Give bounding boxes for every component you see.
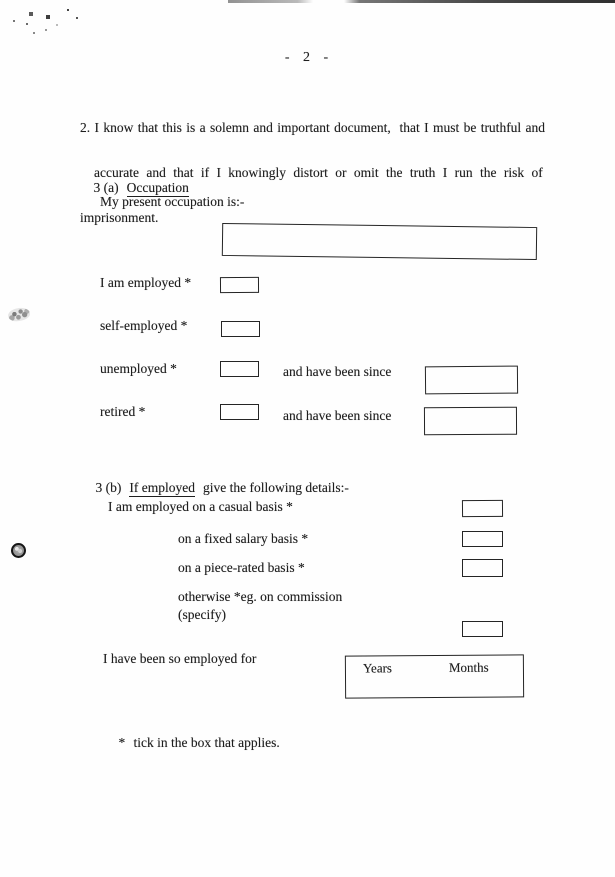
unemployed-label: unemployed * xyxy=(100,361,177,376)
duration-prompt: I have been so employed for xyxy=(103,651,257,666)
otherwise-checkbox[interactable] xyxy=(462,621,503,637)
section-3a-title: Occupation xyxy=(126,180,189,195)
piece-rated-label: on a piece-rated basis * xyxy=(178,560,305,575)
footnote-asterisk: * xyxy=(118,735,126,750)
section-3b-number: 3 (b) xyxy=(95,480,122,495)
unemployed-checkbox[interactable] xyxy=(220,361,259,377)
clause-2-line-1: 2. I know that this is a solemn and important document, that I must be truthful and xyxy=(80,120,546,135)
footnote-text: tick in the box that applies. xyxy=(133,735,280,750)
unemployed-since-label: and have been since xyxy=(283,364,392,379)
employed-label: I am employed * xyxy=(100,275,192,290)
occupation-input-box[interactable] xyxy=(222,223,537,260)
duration-years-months-box[interactable] xyxy=(345,654,524,698)
otherwise-specify-label: (specify) xyxy=(178,607,226,622)
self-employed-label: self-employed * xyxy=(100,318,188,333)
clause-2-line-2: accurate and that if I knowingly distort or omit the truth I run the risk of xyxy=(94,165,543,180)
fixed-salary-label: on a fixed salary basis * xyxy=(178,531,309,546)
page-number: - 2 - xyxy=(284,50,331,65)
occupation-prompt: My present occupation is:- xyxy=(100,194,245,209)
hole-punch-mark xyxy=(11,543,26,558)
retired-label: retired * xyxy=(100,404,146,419)
employed-checkbox[interactable] xyxy=(220,277,259,293)
piece-rated-checkbox[interactable] xyxy=(462,559,503,577)
self-employed-checkbox[interactable] xyxy=(221,321,260,337)
fixed-salary-checkbox[interactable] xyxy=(462,531,503,547)
section-3b-title: If employed xyxy=(129,480,195,495)
unemployed-since-date-box[interactable] xyxy=(425,366,518,395)
duration-months-header: Months xyxy=(448,659,489,675)
otherwise-label: otherwise *eg. on commission xyxy=(178,589,343,604)
clause-2-line-3: imprisonment. xyxy=(80,210,159,225)
ink-smudge-artifact xyxy=(7,306,31,323)
speckle-artifact xyxy=(0,0,2,2)
retired-since-date-box[interactable] xyxy=(424,407,517,435)
section-3a-number: 3 (a) xyxy=(93,180,119,195)
duration-years-header: Years xyxy=(362,660,393,676)
retired-checkbox[interactable] xyxy=(220,404,259,420)
casual-basis-label: I am employed on a casual basis * xyxy=(108,499,293,514)
footnote xyxy=(105,720,280,765)
scanner-edge-artifact xyxy=(228,0,615,3)
retired-since-label: and have been since xyxy=(283,408,392,423)
casual-basis-checkbox[interactable] xyxy=(462,500,503,517)
section-3b-title-suffix: give the following details:- xyxy=(202,480,349,495)
